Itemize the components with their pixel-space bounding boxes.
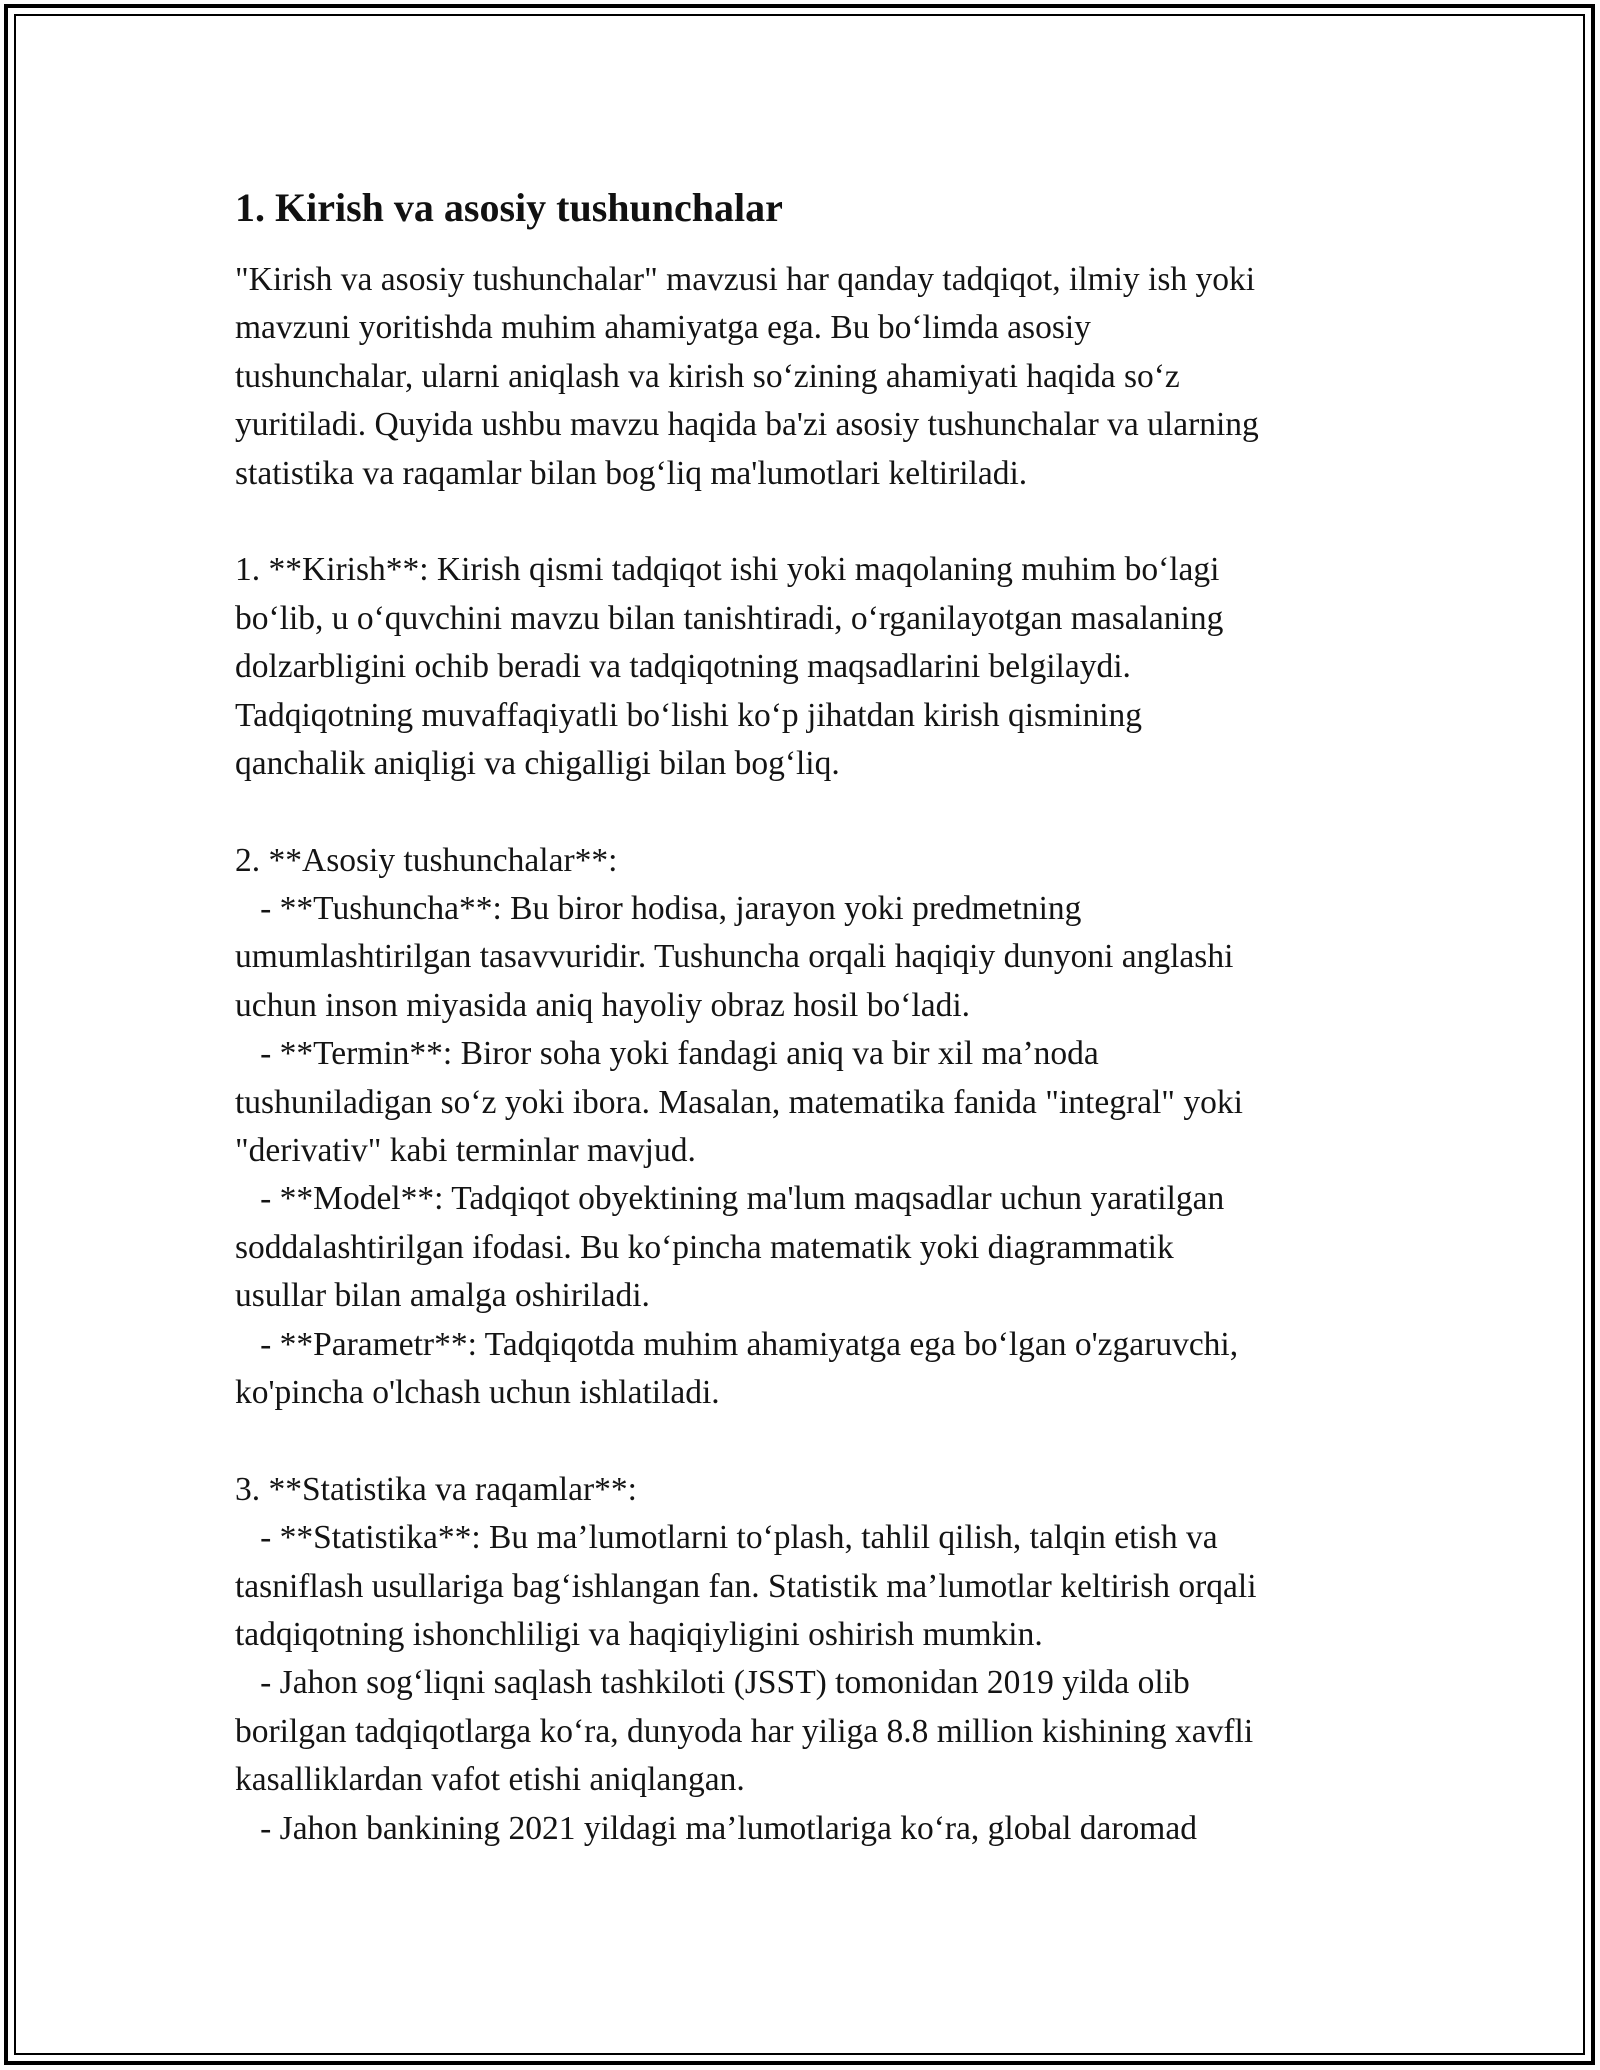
text-line: "derivativ" kabi terminlar mavjud. [235, 1132, 696, 1170]
text-line: tushuniladigan so‘z yoki ibora. Masalan, matematika fanida "integral" yoki [235, 1083, 1243, 1121]
text-line: tadqiqotning ishonchliligi va haqiqiyligini oshirish mumkin. [235, 1615, 1043, 1653]
text-line: - **Statistika**: Bu ma’lumotlarni to‘plash, tahlil qilish, talqin etish va [235, 1519, 1218, 1557]
text-line: 3. **Statistika va raqamlar**: [235, 1470, 637, 1508]
text-line: mavzuni yoritishda muhim ahamiyatga ega. Bu bo‘limda asosiy [235, 309, 1091, 347]
text-line: borilgan tadqiqotlarga ko‘ra, dunyoda har yiliga 8.8 million kishining xavfli [235, 1712, 1254, 1750]
text-line: dolzarbligini ochib beradi va tadqiqotning maqsadlarini belgilaydi. [235, 648, 1131, 686]
text-line: tushunchalar, ularni aniqlash va kirish so‘zining ahamiyati haqida so‘z [235, 357, 1180, 395]
paragraph-block [235, 256, 1385, 1853]
text-line: yuritiladi. Quyida ushbu mavzu haqida ba'zi asosiy tushunchalar va ularning [235, 406, 1259, 444]
text-line: soddalashtirilgan ifodasi. Bu ko‘pincha matematik yoki diagrammatik [235, 1228, 1174, 1266]
text-line: Tadqiqotning muvaffaqiyatli bo‘lishi ko‘p jihatdan kirish qismining [235, 696, 1143, 734]
section-heading: 1. Kirish va asosiy tushunchalar [235, 185, 783, 230]
text-line: - **Model**: Tadqiqot obyektining ma'lum maqsadlar uchun yaratilgan [235, 1180, 1225, 1218]
text-line: statistika va raqamlar bilan bog‘liq ma'lumotlari keltiriladi. [235, 454, 1028, 492]
text-line: qanchalik aniqligi va chigalligi bilan bog‘liq. [235, 744, 840, 782]
text-line: 2. **Asosiy tushunchalar**: [235, 841, 618, 879]
text-line: uchun inson miyasida aniq hayoliy obraz hosil bo‘ladi. [235, 986, 971, 1024]
document-body [235, 184, 1385, 1853]
text-line: usullar bilan amalga oshiriladi. [235, 1277, 650, 1315]
text-line: - **Termin**: Biror soha yoki fandagi aniq va bir xil ma’noda [235, 1035, 1099, 1073]
blank-line [235, 788, 1385, 836]
text-line: - **Tushuncha**: Bu biror hodisa, jarayon yoki predmetning [235, 890, 1082, 928]
text-line: - Jahon sog‘liqni saqlash tashkiloti (JSST) tomonidan 2019 yilda olib [235, 1664, 1190, 1702]
text-line: tasniflash usullariga bag‘ishlangan fan. Statistik ma’lumotlar keltirish orqali [235, 1567, 1257, 1605]
text-line: 1. **Kirish**: Kirish qismi tadqiqot ishi yoki maqolaning muhim bo‘lagi [235, 551, 1220, 589]
text-line: kasalliklardan vafot etishi aniqlangan. [235, 1761, 745, 1799]
blank-line [235, 1417, 1385, 1465]
text-line: umumlashtirilgan tasavvuridir. Tushuncha orqali haqiqiy dunyoni anglashi [235, 938, 1234, 976]
text-line: - **Parametr**: Tadqiqotda muhim ahamiyatga ega bo‘lgan o'zgaruvchi, [235, 1325, 1239, 1363]
text-line: ko'pincha o'lchash uchun ishlatiladi. [235, 1373, 720, 1411]
text-line: - Jahon bankining 2021 yildagi ma’lumotlariga ko‘ra, global daromad [235, 1809, 1197, 1847]
blank-line [235, 498, 1385, 546]
text-line: bo‘lib, u o‘quvchini mavzu bilan tanishtiradi, o‘rganilayotgan masalaning [235, 599, 1224, 637]
text-line: "Kirish va asosiy tushunchalar" mavzusi har qanday tadqiqot, ilmiy ish yoki [235, 261, 1256, 298]
